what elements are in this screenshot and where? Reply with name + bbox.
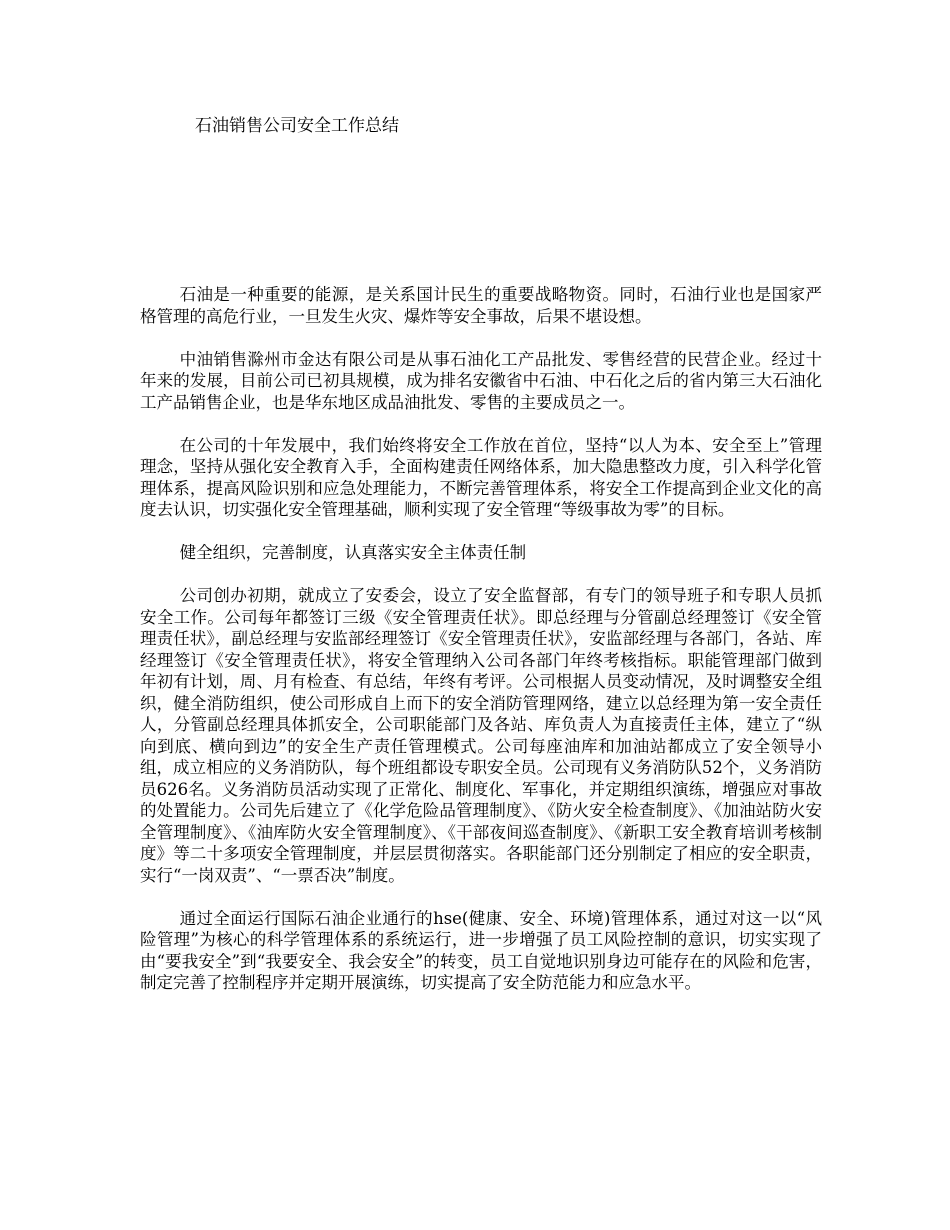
- document-title: 石油销售公司安全工作总结: [195, 116, 399, 136]
- paragraph-organization: 公司创办初期，就成立了安委会，设立了安全监督部，有专门的领导班子和专职人员抓安全工作。公司每年都签订三级《安全管理责任状》。即总经理与分管副总经理签订《安全管理责任状》，副总经理与安监部经理签订《安全管理责任状》，安监部经理与各部门，各站、库经理签订《安全管理责任状》，将安全管理纳入公司各部门年终考核指标。职能管理部门做到年初有计划，周、月有检查、有总结，年终有考评。公司根据人员变动情况，及时调整安全组织，健全消防组织，使公司形成自上而下的安全消防管理网络，建立以总经理为第一安全责任人，分管副总经理具体抓安全，公司职能部门及各站、库负责人为直接责任主体，建立了“纵向到底、横向到边”的安全生产责任管理模式。公司每座油库和加油站都成立了安全领导小组，成立相应的义务消防队，每个班组都设专职安全员。公司现有义务消防队52个，义务消防员626名。义务消防员活动实现了正常化、制度化、军事化，并定期组织演练，增强应对事故的处置能力。公司先后建立了《化学危险品管理制度》、《防火安全检查制度》、《加油站防火安全管理制度》、《油库防火安全管理制度》、《干部夜间巡查制度》、《新职工安全教育培训考核制度》等二十多项安全管理制度，并层层贯彻落实。各职能部门还分别制定了相应的安全职责，实行“一岗双责”、“一票否决”制度。: [140, 586, 822, 885]
- paragraph-safety-achievements: 在公司的十年发展中，我们始终将安全工作放在首位，坚持“以人为本、安全至上”管理理念，坚持从强化安全教育入手，全面构建责任网络体系，加大隐患整改力度，引入科学化管理体系，提高风险识别和应急处理能力，不断完善管理体系，将安全工作提高到企业文化的高度去认识，切实强化安全管理基础，顺利实现了安全管理“等级事故为零”的目标。: [140, 435, 822, 519]
- paragraph-hse-system: 通过全面运行国际石油企业通行的hse(健康、安全、环境)管理体系，通过对这一以“风险管理”为核心的科学管理体系的系统运行，进一步增强了员工风险控制的意识，切实实现了由“要我安全”到“我要安全、我会安全”的转变，员工自觉地识别身边可能存在的风险和危害，制定完善了控制程序并定期开展演练，切实提高了安全防范能力和应急水平。: [140, 908, 822, 992]
- section-heading: 健全组织，完善制度，认真落实安全主体责任制: [179, 543, 527, 562]
- document-body: [140, 284, 822, 994]
- paragraph-intro: 石油是一种重要的能源，是关系国计民生的重要战略物资。同时，石油行业也是国家严格管理的高危行业，一旦发生火灾、爆炸等安全事故，后果不堪设想。: [140, 285, 822, 326]
- paragraph-company-profile: 中油销售滁州市金达有限公司是从事石油化工产品批发、零售经营的民营企业。经过十年来的发展，目前公司已初具规模，成为排名安徽省中石油、中石化之后的省内第三大石油化工产品销售企业，也是华东地区成品油批发、零售的主要成员之一。: [140, 349, 822, 412]
